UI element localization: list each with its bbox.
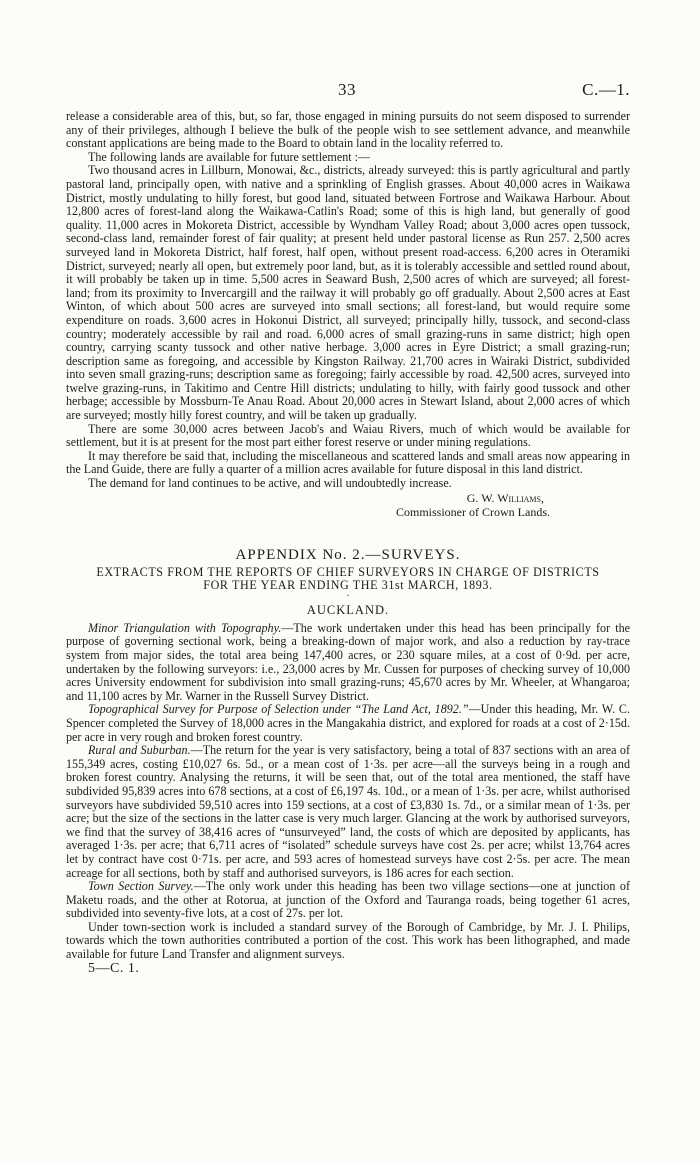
paragraph: Two thousand acres in Lillburn, Monowai, &c., districts, already surveyed: this is partly agricultural and partly pastoral land, principally open, with native and a sprinkling of English grasses. About 40,000 acres in Waikawa District, mostly undulating to hilly forest, but good land, situated between Fortrose and Waikawa Harbour. About 12,800 acres of forest-land along the Waikawa-Catlin's Road; some of this is high land, but generally of good quality. 11,000 acres in Mokoreta District, accessible by Wyndham Valley Road; about 3,000 acres open tussock, second-class land, remainder forest of fair quality; at present held under pastoral license as Run 257. 2,500 acres surveyed land in Mokoreta District, half forest, half open, without present road-access. 6,200 acres in Oteramiki District, surveyed; nearly all open, but extremely poor land, but, as it is tolerably accessible and settled round about, it will probably be taken up in time. 5,500 acres in Seaward Bush, 2,500 acres of which are surveyed; all forest-land; from its proximity to Invercargill and the railway it will probably go off gradually. About 2,500 acres at East Winton, of which about 500 acres are surveyed into small sections; all forest-land, but would require some expenditure on roads. 3,600 acres in Hokonui District, all surveyed; principally hilly, tussock, and second-class country; moderately accessible by rail and road. 6,000 acres of small grazing-runs in same district; high open country, carrying scanty tussock and other native herbage. 3,000 acres in Eyre District; a small grazing-run; description same as foregoing, and accessible by Kingston Railway. 21,700 acres in Wairaki District, subdivided into seven small grazing-runs; description same as foregoing; fairly accessible by road. 42,500 acres, surveyed into twelve grazing-runs, in Takitimo and Centre Hill districts; undulating to hilly, with fairly good tussock and other herbage; accessible by Mossburn-Te Anau Road. About 20,000 acres in Stewart Island, about 2,000 acres of which are surveyed; mostly hilly forest country, and will be taken up gradually. — [66, 163, 630, 423]
extracts-heading-line-2: FOR THE YEAR ENDING THE 31st MARCH, 1893. — [203, 578, 493, 593]
section-lead: Topographical Survey for Purpose of Selection under “The Land Act, 1892.” — [88, 702, 469, 717]
district-heading: AUCKLAND. — [306, 603, 390, 618]
section-lead: Minor Triangulation with Topography. — [88, 620, 282, 635]
paragraph: release a considerable area of this, but, so far, those engaged in mining pursuits do not seem disposed to surrender any of their privileges, although I believe the bulk of the people wish to see settlement advance, and meanwhile constant applications are being made to the Board to obtain land in the locality referred to. — [66, 109, 630, 151]
section-text: —The work undertaken under this head has been principally for the purpose of governing sectional work, being a breaking-down of major work, and also a reduction by ray-trace system from major sides, the total area being 147,400 acres, or 230 square miles, at a cost of 0·9d. per acre, undertaken by the following surveyors: i.e., 23,000 acres by Mr. Cussen for purposes of checking survey of 10,000 acres University endowment for subdivision into small grazing-runs; 45,670 acres by Mr. Wheeler, at Whangaroa; and 11,100 acres by Mr. Warner in the Russell Survey District. — [66, 620, 631, 703]
signature-title: Commissioner of Crown Lands. — [396, 504, 550, 519]
paragraph: It may therefore be said that, including the miscellaneous and scattered lands and small areas now appearing in the Land Guide, there are fully a quarter of a million acres available for future disposal in this land district. — [66, 448, 630, 477]
section-paragraph — [66, 622, 630, 704]
paragraph: The following lands are available for future settlement :— — [88, 149, 371, 164]
section-lead: Town Section Survey. — [88, 879, 194, 894]
paragraph: There are some 30,000 acres between Jacob's and Waiau Rivers, much of which would be available for settlement, but it is at present for the most part either forest reserve or under mining regulations. — [66, 421, 630, 450]
section-paragraph — [66, 703, 630, 744]
section-lead: Rural and Suburban. — [88, 743, 191, 758]
extracts-heading-line-1: EXTRACTS FROM THE REPORTS OF CHIEF SURVEYORS IN CHARGE OF DISTRICTS — [96, 565, 600, 580]
signature-mark: 5—C. 1. — [88, 960, 140, 976]
page-header — [66, 0, 630, 99]
section-paragraph — [66, 744, 630, 880]
section-text: —Under this heading, Mr. W. C. Spencer completed the Survey of 18,000 acres in the Mangakahia district, and explored for roads at a cost of 2·15d. per acre in very rough and broken forest country. — [66, 702, 630, 744]
paragraph: The demand for land continues to be active, and will undoubtedly increase. — [88, 476, 452, 491]
appendix-title: APPENDIX No. 2.—SURVEYS. — [235, 546, 461, 563]
section-text: —The only work under this heading has been two village sections—one at junction of Maketu roads, and the other at Rotorua, at junction of the Oxford and Tauranga roads, being together 61 acres, subdivided into seventy-five lots, at a cost of 27s. per lot. — [66, 879, 630, 921]
separator-dot: · — [346, 591, 350, 603]
signature-name: G. W. Williams, — [466, 490, 544, 505]
report-body — [66, 110, 630, 975]
section-text: —The return for the year is very satisfactory, being a total of 837 sections with an area of 155,349 acres, costing £10,027 6s. 5d., or a mean cost of 1·3s. per acre—all the surveys being in a rough and broken forest country. Analysing the returns, it will be seen that, out of the total area mentioned, the staff have subdivided 95,839 acres into 678 sections, at a cost of £6,197 4s. 10d., or a mean of 1·3s. per acre, whilst authorised surveyors have subdivided 59,510 acres into 159 sections, at a cost of £3,830 1s. 7d., or a similar mean of 1·3s. per acre; but the size of the sections in the latter case is very much larger. Glancing at the work by authorised surveyors, we find that the survey of 38,416 acres of “unsurveyed” land, the costs of which are deposited by applicants, has averaged 1·3s. per acre; that 6,711 acres of “isolated” schedule surveys have cost 2s. per acre; whilst 13,764 acres let by contract have cost 0·71s. per acre, and 593 acres of homestead surveys have cost 2·5s. per acre. The mean acreage for all sections, both by staff and authorised surveyors, is 186 acres for each section. — [66, 743, 630, 880]
closing-paragraph: Under town-section work is included a standard survey of the Borough of Cambridge, by Mr. J. I. Philips, towards which the town authorities contributed a portion of the cost. This work has been lithographed, and made available for future Land Transfer and alignment surveys. — [66, 919, 630, 962]
section-paragraph — [66, 880, 630, 921]
paper-reference: C.—1. — [582, 80, 630, 99]
page-number: 33 — [338, 80, 356, 99]
